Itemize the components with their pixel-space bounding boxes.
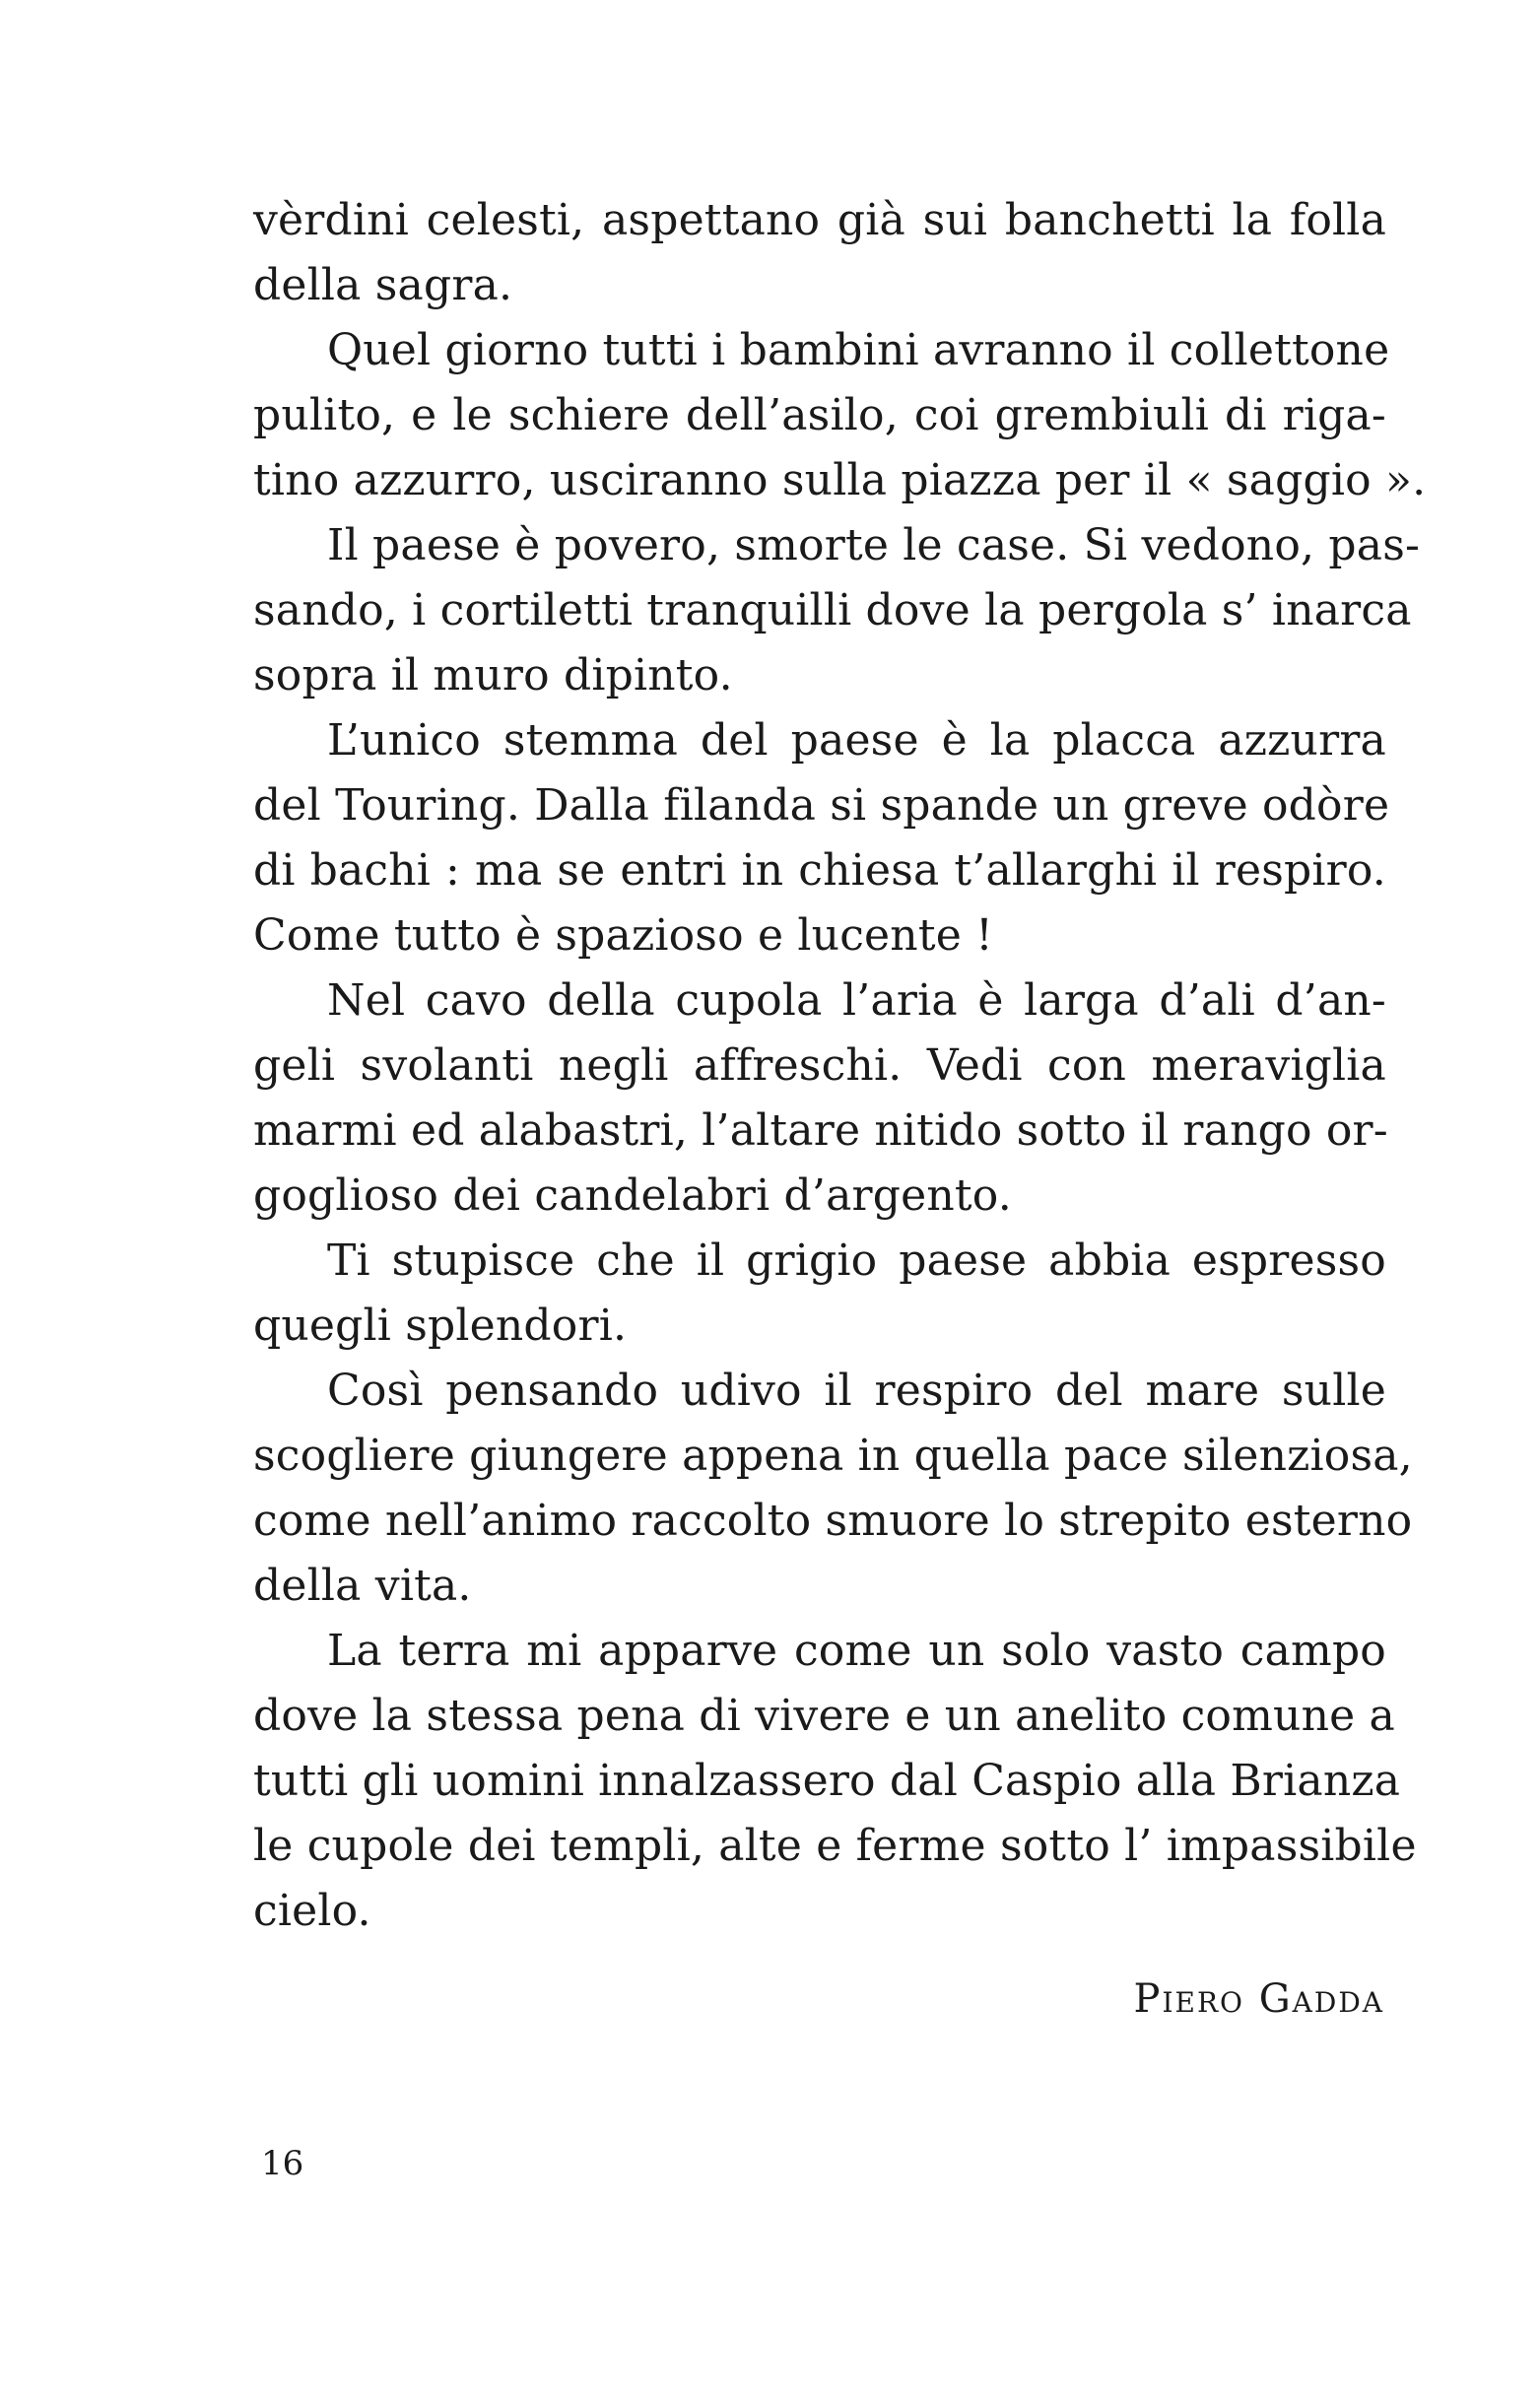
author-signature: Piero Gadda [1133,1976,1384,2022]
text-line: L’unico stemma del paese è la placca azzurra [327,715,1386,766]
text-line: Come tutto è spazioso e lucente ! [253,910,994,961]
text-line: Quel giorno tutti i bambini avranno il collettone [327,325,1390,375]
text-line: della vita. [253,1561,472,1611]
text-line: pulito, e le schiere dell’asilo, coi grembiuli di riga- [253,390,1386,440]
text-line: geli svolanti negli affreschi. Vedi con meraviglia [253,1040,1386,1091]
text-line: scogliere giungere appena in quella pace silenziosa, [253,1431,1413,1481]
text-line: le cupole dei templi, alte e ferme sotto l’ impassibile [253,1821,1417,1871]
text-line: marmi ed alabastri, l’altare nitido sotto il rango or- [253,1105,1388,1156]
text-line: Nel cavo della cupola l’aria è larga d’ali d’an- [327,975,1386,1026]
text-line: vèrdini celesti, aspettano già sui banchetti la folla [253,195,1386,245]
text-line: sando, i cortiletti tranquilli dove la pergola s’ inarca [253,585,1412,635]
text-line: di bachi : ma se entri in chiesa t’allarghi il respiro. [253,845,1386,896]
text-line: sopra il muro dipinto. [253,650,733,701]
text-line: tutti gli uomini innalzassero dal Caspio alla Brianza [253,1756,1401,1806]
text-line: Ti stupisce che il grigio paese abbia espresso [327,1235,1386,1286]
text-line: tino azzurro, usciranno sulla piazza per il « saggio ». [253,455,1427,505]
page-number: 16 [261,2144,304,2183]
text-line: quegli splendori. [253,1301,628,1351]
text-line: della sagra. [253,260,513,310]
text-line: dove la stessa pena di vivere e un anelito comune a [253,1691,1395,1741]
text-line: cielo. [253,1886,371,1936]
text-line: Così pensando udivo il respiro del mare sulle [327,1366,1386,1416]
text-line: Il paese è povero, smorte le case. Si vedono, pas- [327,520,1421,570]
text-line: del Touring. Dalla filanda si spande un greve odòre [253,780,1390,831]
text-line: La terra mi apparve come un solo vasto campo [327,1626,1386,1676]
text-line: come nell’animo raccolto smuore lo strepito esterno [253,1496,1413,1546]
text-line: goglioso dei candelabri d’argento. [253,1170,1012,1221]
